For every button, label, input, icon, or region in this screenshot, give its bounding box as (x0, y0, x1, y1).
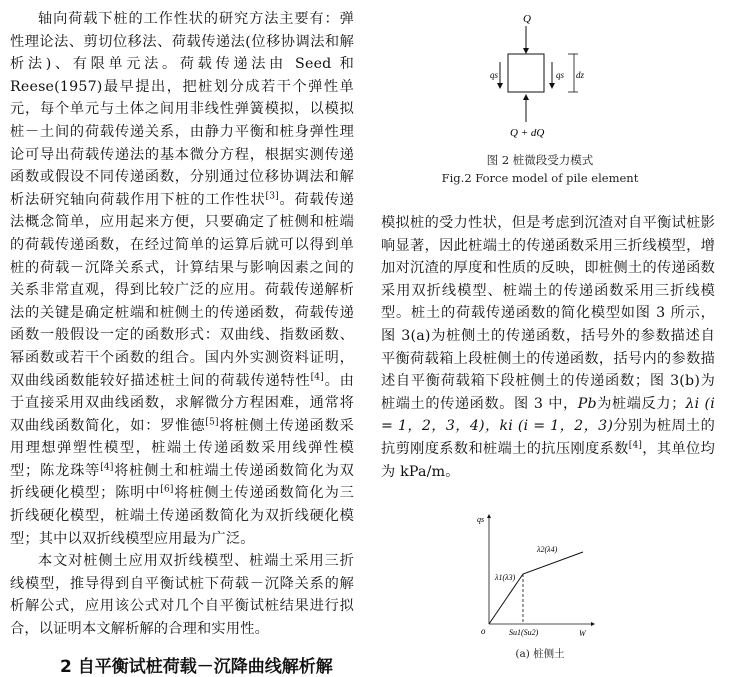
symbol-pb: Pb (577, 395, 597, 412)
figure-2-diagram (470, 8, 610, 148)
bilinear-curve (489, 552, 583, 624)
figure-3a-diagram (475, 508, 605, 643)
figure-2-caption-en: Fig.2 Force model of pile element (441, 171, 639, 185)
y-axis-label: qs (477, 515, 485, 524)
section-heading: 2 自平衡试桩荷载－沉降曲线解析解 (60, 657, 333, 677)
label-q: Q (523, 13, 531, 25)
citation-3[interactable]: [3] (265, 191, 279, 202)
lambda1-label: λ1(λ3) (495, 573, 516, 582)
label-qs-left: qs (490, 70, 499, 80)
figure-2-caption-cn: 图 2 桩微段受力模式 (486, 153, 594, 167)
citation-4b[interactable]: [4] (100, 462, 114, 473)
right-column (381, 212, 715, 483)
citation-6[interactable]: [6] (160, 484, 174, 495)
left-column (10, 8, 354, 641)
citation-4[interactable]: [4] (310, 371, 324, 382)
label-qs-right: qs (556, 70, 565, 80)
body-paragraph-1: 轴向荷载下桩的工作性状的研究方法主要有：弹性理论法、剪切位移法、荷载传递法(位移协调法和解析法)、有限单元法。荷载传递法由 Seed 和 Reese(1957)最早提出，把桩划分成若干个弹性单元，每个单元与土体之间用非线性弹簧模拟，以模拟桩－土间的荷载传递关系，由静力平衡和桩身弹性理论可导出荷载传递法的基本微分方程，根据实测传递函数或假设不同传递函数，分别通过位移协调法和解析法研究轴向荷载作用下桩的工作性状[3]。荷载传递法概念简单，应用起来方便，只要确定了桩侧和桩端的荷载传递函数，在经过简单的运算后就可以得到单桩的荷载－沉降关系式，计算结果与影响因素之间的关系非常直观，得到比较广泛的应用。荷载传递解析法的关键是确定桩端和桩侧土的传递函数，荷载传递函数一般假设一定的函数形式：双曲线、指数函数、幂函数或若干个函数的组合。国内外实测资料证明，双曲线函数能较好描述桩土间的荷载传递特性[4]。由于直接采用双曲线函数，求解微分方程困难，通常将双曲线函数简化，如：罗惟德[5]将桩侧土传递函数采用理想弹塑性模型，桩端土传递函数采用线弹性模型；陈龙珠等[4]将桩侧土和桩端土传递函数简化为双折线硬化模型；陈明中[6]将桩侧土传递函数简化为三折线硬化模型，桩端土传递函数简化为双折线硬化模型；其中以双折线模型应用最为广泛。 (10, 11, 355, 547)
pile-element-box (508, 54, 544, 92)
right-paragraph: 模拟桩的受力性状，但是考虑到沉渣对自平衡试桩影响显著，因此桩端土的传递函数采用三折线模型，增加对沉渣的厚度和性质的反映，即桩侧土的传递函数采用双折线模型、桩端土的传递函数采用三折线模型。桩土的荷载传递函数的简化模型如图 3 所示，图 3(a)为桩侧土的传递函数，括号外的参数描述自平衡荷载箱上段桩侧土的传递函数，括号内的参数描述自平衡荷载箱下段桩侧土的传递函数；图 3(b)为桩端土的传递函数。图 3 中，Pb为桩端反力；λi (i = 1，2，3，4)，ki (i = 1，2，3)分别为桩周土的抗剪刚度系数和桩端土的抗压刚度系数[4]，其单位均为 kPa/m。 (381, 215, 715, 480)
symbol-k-i: ki (i = 1，2，3) (499, 418, 614, 435)
label-dz: dz (576, 70, 585, 80)
label-q-dq: Q + dQ (510, 127, 545, 139)
citation-4-right[interactable]: [4] (628, 440, 643, 451)
side-soil-transfer-svg (475, 508, 605, 643)
origin-label: o (481, 626, 486, 636)
pile-element-svg (470, 8, 610, 148)
citation-5[interactable]: [5] (205, 416, 219, 427)
su-label: Su1(Su2) (509, 628, 539, 637)
symbol-lambda-i: λi (i = 1，2，3，4)， (381, 395, 715, 435)
lambda2-label: λ2(λ4) (537, 545, 558, 554)
body-paragraph-2: 本文对桩侧土应用双折线模型、桩端土采用三折线模型，推导得到自平衡试桩下荷载－沉降关系的解析解公式，应用该公式对几个自平衡试桩结果进行拟合，以证明本文解析解的合理和实用性。 (10, 553, 354, 638)
figure-3a-caption: (a) 桩侧土 (515, 648, 565, 660)
x-axis-label: W (579, 629, 586, 638)
